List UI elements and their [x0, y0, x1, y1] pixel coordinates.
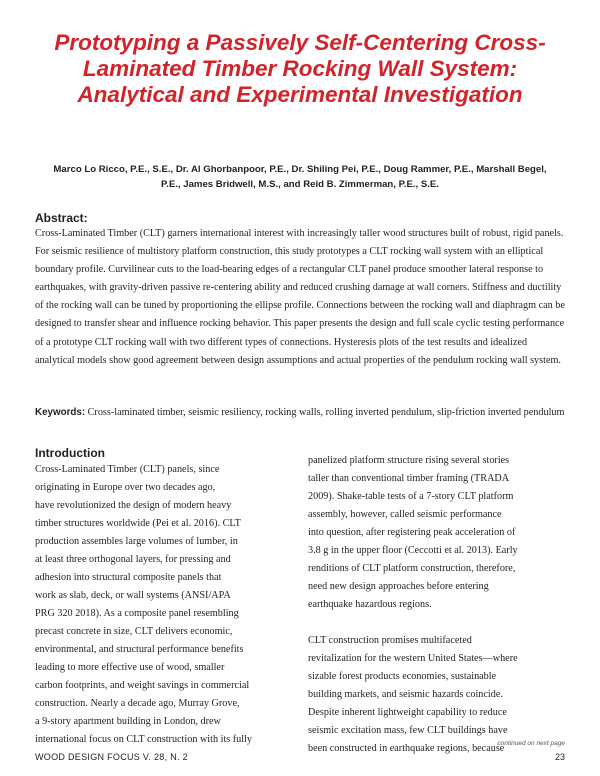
text-line: PRG 320 2018). As a composite panel resembling: [35, 608, 239, 619]
keywords-label: Keywords:: [35, 407, 86, 418]
text-line: adhesion into structural composite panels that: [35, 572, 222, 583]
text-line: seismic excitation mass, few CLT buildings have: [308, 725, 508, 736]
text-line: work as slab, deck, or wall systems (ANSI/APA: [35, 590, 231, 601]
right-column-text: [308, 452, 566, 758]
text-line: precast concrete in size, CLT delivers economic,: [35, 626, 233, 637]
text-line: Despite inherent lightweight capability to reduce: [308, 707, 507, 718]
text-line: Cross-Laminated Timber (CLT) panels, since: [35, 464, 220, 475]
left-column-text: [35, 461, 307, 749]
keywords-paragraph: [35, 404, 565, 422]
journal-footer: WOOD DESIGN FOCUS V. 28, N. 2: [35, 752, 188, 762]
keywords-text: Cross-laminated timber, seismic resiliency, rocking walls, rolling inverted pendulum, slip-friction inverted pendulum: [85, 407, 565, 418]
text-line: a 9-story apartment building in London, drew: [35, 716, 221, 727]
author-list: Marco Lo Ricco, P.E., S.E., Dr. Al Ghorbanpoor, P.E., Dr. Shiling Pei, P.E., Doug Rammer, P.E., Marshall Begel, P.E., James Bridwell, M.S., and Reid B. Zimmerman, P.E., S.E.: [53, 164, 547, 190]
article-title: Prototyping a Passively Self-Centering Cross-Laminated Timber Rocking Wall System: Analytical and Experimental Investigation: [54, 30, 546, 107]
text-line: earthquake hazardous regions.: [308, 599, 432, 610]
abstract-heading: Abstract:: [35, 211, 88, 225]
text-line: assembly, however, called seismic performance: [308, 509, 502, 520]
text-line: international focus on CLT construction with its fully: [35, 734, 253, 745]
abstract-body: Cross-Laminated Timber (CLT) garners international interest with increasingly taller wood structures built of robust, rigid panels. For seismic resilience of multistory platform construction, this study prototypes a CLT rocking wall system with an elliptical boundary profile. Curvilinear cuts to the load-bearing edges of a rectangular CLT panel produce smoother lateral response to earthquakes, with gravity-driven passive re-centering ability and reduced crushing damage at wall corners. Stiffness and ductility of the rocking wall can be tuned by proportioning the ellipse profile. Connections between the rocking wall and diaphragm can be designed to transfer shear and influence rocking behavior. This paper presents the design and full scale cyclic testing performance of a prototype CLT rocking wall with two different types of connections. Hysteresis plots of the test results and idealized analytical models show good agreement between design assumptions and actual properties of the pendulum rocking wall system.: [35, 228, 565, 366]
text-line: panelized platform structure rising several stories: [308, 455, 510, 466]
text-line: 3.8 g in the upper floor (Ceccotti et al. 2013). Early: [308, 545, 518, 556]
introduction-heading: Introduction: [35, 446, 105, 460]
text-line: CLT construction promises multifaceted: [308, 635, 472, 646]
text-line: 2009). Shake-table tests of a 7-story CLT platform: [308, 491, 514, 502]
text-line: sizable forest products economies, sustainable: [308, 671, 497, 682]
text-line: building markets, and seismic hazards coincide.: [308, 689, 503, 700]
text-line: taller than conventional timber framing (TRADA: [308, 473, 510, 484]
text-line: timber structures worldwide (Pei et al. 2016). CLT: [35, 518, 241, 529]
text-line: revitalization for the western United States—where: [308, 653, 518, 664]
intro-paragraph-continued: [308, 452, 566, 614]
text-line: leading to more effective use of wood, smaller: [35, 662, 225, 673]
text-line: environmental, and structural performance benefits: [35, 644, 244, 655]
text-line: at least three orthogonal layers, for pressing and: [35, 554, 231, 565]
text-line: been constructed in earthquake regions, because: [308, 743, 505, 754]
continued-note: continued on next page: [497, 740, 565, 747]
text-line: carbon footprints, and weight savings in commercial: [35, 680, 250, 691]
text-line: into question, after registering peak acceleration of: [308, 527, 516, 538]
text-line: production assembles large volumes of lumber, in: [35, 536, 238, 547]
text-line: need new design approaches before entering: [308, 581, 489, 592]
text-line: have revolutionized the design of modern heavy: [35, 500, 232, 511]
text-line: originating in Europe over two decades ago,: [35, 482, 216, 493]
text-line: construction. Nearly a decade ago, Murray Grove,: [35, 698, 240, 709]
text-line: renditions of CLT platform construction, therefore,: [308, 563, 516, 574]
page-number: 23: [554, 752, 565, 762]
